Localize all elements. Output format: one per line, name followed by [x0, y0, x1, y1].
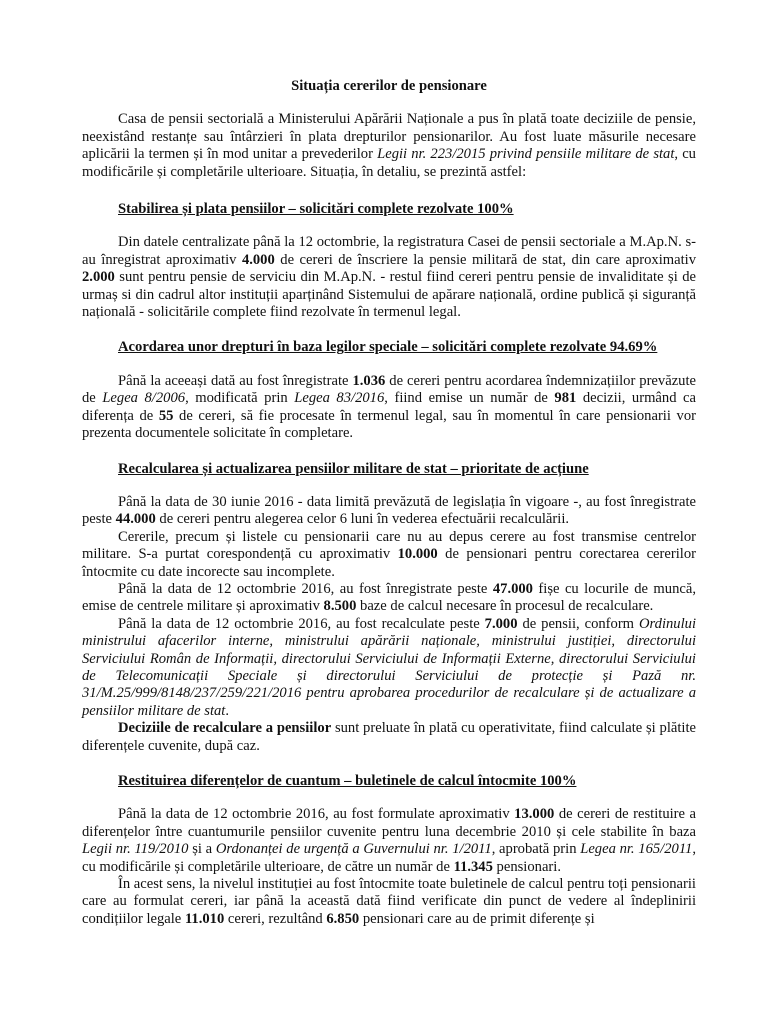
section-paragraph: Până la data de 30 iunie 2016 - data limită prevăzută de legislația în vigoare -, au fost înregistrate peste 44.000 de cereri pentru alegerea celor 6 luni în vederea efectuării recalculării. — [82, 493, 696, 528]
section-heading-acordarea: Acordarea unor drepturi în baza legilor speciale – solicitări complete rezolvate 94.69% — [118, 339, 658, 356]
section-paragraph: Din datele centralizate până la 12 octombrie, la registratura Casei de pensii sectoriale a M.Ap.N. s-au înregistrat aproximativ 4.000 de cereri de înscriere la pensie militară de stat, din care aproximativ 2.000 sunt pentru pensie de serviciu din M.Ap.N. - restul fiind cereri pentru pensie de invaliditate și de urmaș si din cadrul altor instituții aparținând Sistemului de apărare națională, ordine publică și siguranță națională - solicitările complete fiind rezolvate în termenul legal. — [82, 234, 697, 321]
section-heading-stabilirea: Stabilirea și plata pensiilor – solicitări complete rezolvate 100% — [118, 201, 514, 218]
section-heading-restituirea: Restituirea diferențelor de cuantum – buletinele de calcul întocmite 100% — [118, 773, 577, 789]
section-paragraph: Deciziile de recalculare a pensiilor sunt preluate în plată cu operativitate, fiind calculate și plătite diferențele cuvenite, după caz. — [82, 720, 696, 754]
section-paragraph: Până la data de 12 octombrie 2016, au fost înregistrate peste 47.000 fișe cu locurile de muncă, emise de centrele militare și aproximativ 8.500 baze de calcul necesare în procesul de recalculare. — [82, 580, 696, 615]
section-heading-recalcularea: Recalcularea și actualizarea pensiilor militare de stat – prioritate de acțiune — [118, 460, 589, 477]
section-paragraph: În acest sens, la nivelul instituției au fost întocmite toate buletinele de calcul pentru toți pensionarii care au formulat cereri, iar până la această dată fiind verificate din punct de vedere al îndeplinirii condițiilor legale 11.010 cereri, rezultând 6.850 pensionari care au de primit diferențe și — [82, 876, 696, 927]
section-paragraph: Până la data de 12 octombrie 2016, au fost formulate aproximativ 13.000 de cereri de restituire a diferențelor între cuantumurile pensiilor cuvenite pentru luna decembrie 2010 și cele stabilite în baza Legii nr. 119/2010 și a Ordonanței de urgență a Guvernului nr. 1/2011, aprobată prin Legea nr. 165/2011, cu modificările și completările ulterioare, de către un număr de 11.345 pensionari. — [82, 806, 696, 875]
document-title: Situația cererilor de pensionare — [291, 78, 487, 94]
intro-paragraph: Casa de pensii sectorială a Ministerului Apărării Naționale a pus în plată toate deciziile de pensie, neexistând restanțe sau întârzieri în plata drepturilor pensionarilor. Au fost luate măsurile necesare aplicării la termen și în mod unitar a prevederilor Legii nr. 223/2015 privind pensiile militare de stat, cu modificările și completările ulterioare. Situația, în detaliu, se prezintă astfel: — [82, 111, 696, 180]
order-reference: Ordinului ministrului afacerilor interne, ministrului apărării naționale, ministrului justiției, directorului Serviciului Român de Informații, directorului Serviciului de Informații Externe, directorului Serviciului de Telecomunicații Speciale și directorului Serviciului de protecție și Pază nr. 31/M.25/999/8148/237/259/221/2016 pentru aprobarea procedurilor de recalculare și de actualizare a pensiilor militare de stat — [82, 615, 696, 719]
law-reference: Legii nr. 223/2015 privind pensiile militare de stat — [377, 146, 675, 163]
section-paragraph: Până la aceeași dată au fost înregistrate 1.036 de cereri pentru acordarea îndemnizațiilor prevăzute de Legea 8/2006, modificată prin Legea 83/2016, fiind emise un număr de 981 decizii, urmând ca diferența de 55 de cereri, să fie procesate în termenul legal, sau în momentul în care pensionarii vor prezenta documentele solicitate în completare. — [82, 372, 696, 442]
section-paragraph: Cererile, precum și listele cu pensionarii care nu au depus cerere au fost transmise centrelor militare. S-a purtat corespondență cu aproximativ 10.000 de pensionari pentru corectarea cererilor întocmite cu date incorecte sau incomplete. — [82, 528, 696, 580]
section-paragraph: Până la data de 12 octombrie 2016, au fost recalculate peste 7.000 de pensii, conform Ordinului ministrului afacerilor interne, ministrului apărării naționale, ministrului justiției, directorului Serviciului Român de Informații, directorului Serviciului de Informații Externe, directorului Serviciului de Telecomunicații Speciale și directorului Serviciului de protecție și Pază nr. 31/M.25/999/8148/237/259/221/2016 pentru aprobarea procedurilor de recalculare și de actualizare a pensiilor militare de stat. — [82, 615, 696, 719]
